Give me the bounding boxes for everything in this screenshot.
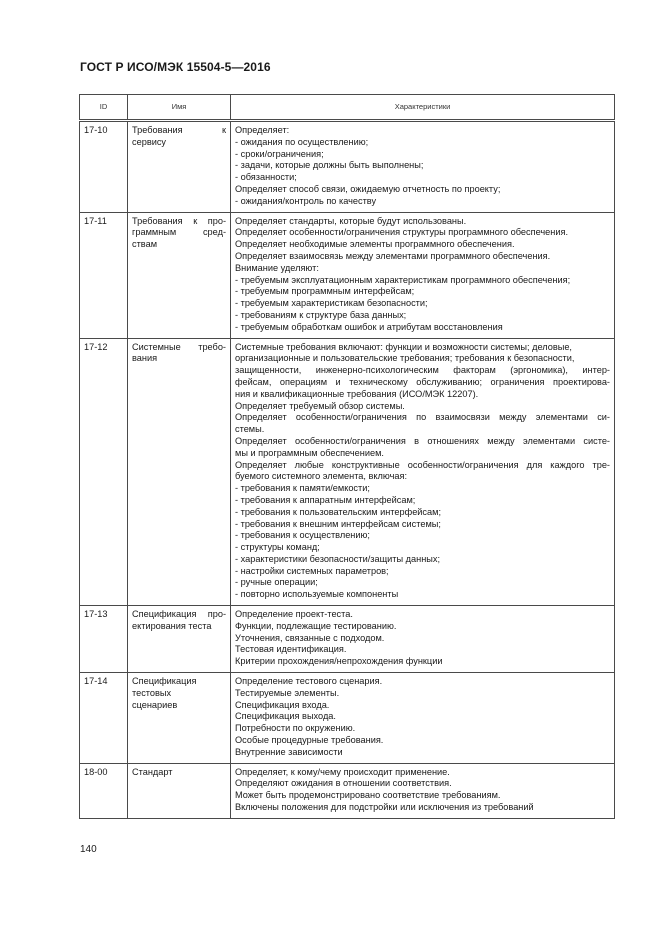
- row-name-cell: [128, 606, 231, 673]
- column-header-name: Имя: [128, 95, 231, 121]
- characteristic-line: Внутренние зависимости: [235, 746, 343, 757]
- row-id-cell: 17-14: [80, 673, 128, 764]
- characteristic-line: фейсам, операциям и техническому обслуживанию; ограничения проектирова-: [235, 376, 610, 387]
- characteristic-line: Особые процедурные требования.: [235, 735, 384, 746]
- characteristic-line: - повторно используемые компоненты: [235, 589, 399, 600]
- document-title: ГОСТ Р ИСО/МЭК 15504-5—2016: [80, 60, 271, 74]
- characteristic-line: Тестовая идентификация.: [235, 644, 347, 655]
- name-line: Спецификация про-: [132, 609, 226, 620]
- row-id-cell: 17-11: [80, 212, 128, 338]
- characteristic-line: - задачи, которые должны быть выполнены;: [235, 160, 424, 171]
- table-row: [80, 763, 615, 818]
- name-line: ствам: [132, 239, 158, 250]
- characteristic-line: - ожидания/контроль по качеству: [235, 195, 377, 206]
- characteristic-line: Определяет необходимые элементы программного обеспечения.: [235, 239, 515, 250]
- characteristic-line: Определение проект-теста.: [235, 609, 353, 620]
- table-header-row: [80, 95, 615, 121]
- characteristic-line: Определяет особенности/ограничения в отношениях между элементами систе-: [235, 435, 610, 446]
- characteristic-line: Включены положения для подстройки или исключения из требований: [235, 802, 534, 813]
- row-name-cell: [128, 212, 231, 338]
- row-name-cell: [128, 338, 231, 606]
- characteristic-line: - ручные операции;: [235, 577, 318, 588]
- row-characteristics-cell: [231, 673, 615, 764]
- characteristic-line: - требования к памяти/емкости;: [235, 483, 370, 494]
- characteristic-line: - ожидания по осуществлению;: [235, 136, 369, 147]
- characteristic-line: защищенности, инженерно-психологическим факторам (эргономика), интер-: [235, 365, 610, 376]
- characteristic-line: - структуры команд;: [235, 542, 320, 553]
- characteristic-line: Системные требования включают: функции и возможности системы; деловые,: [235, 341, 572, 352]
- name-line: вания: [132, 353, 158, 364]
- characteristic-line: Функции, подлежащие тестированию.: [235, 620, 397, 631]
- name-line: сценариев: [132, 699, 178, 710]
- characteristic-line: - характеристики безопасности/защиты данных;: [235, 553, 441, 564]
- characteristic-line: Определяет требуемый обзор системы.: [235, 400, 405, 411]
- characteristic-line: организационные и пользовательские требования; требования к безопасности,: [235, 353, 575, 364]
- row-name-cell: [128, 673, 231, 764]
- column-header-id: ID: [80, 95, 128, 121]
- characteristic-line: - требуемым характеристикам безопасности;: [235, 298, 428, 309]
- name-line: сервису: [132, 136, 167, 147]
- table-row: [80, 121, 615, 213]
- table-body: [80, 121, 615, 819]
- name-line: Требования к: [132, 125, 226, 135]
- characteristic-line: - обязанности;: [235, 172, 297, 183]
- characteristic-line: буемого системного элемента, включая:: [235, 471, 407, 482]
- characteristic-line: Уточнения, связанные с подходом.: [235, 632, 385, 643]
- row-characteristics-cell: [231, 338, 615, 606]
- characteristic-line: - требуемым эксплуатационным характеристикам программного обеспечения;: [235, 274, 571, 285]
- characteristic-line: - требования к пользовательским интерфейсам;: [235, 506, 442, 517]
- characteristic-line: мы и программным обеспечением.: [235, 447, 384, 458]
- row-name-cell: [128, 121, 231, 213]
- characteristic-line: - сроки/ограничения;: [235, 148, 324, 159]
- row-id-cell: 17-10: [80, 121, 128, 213]
- row-id-cell: 18-00: [80, 763, 128, 818]
- name-line: ектирования теста: [132, 620, 212, 631]
- row-characteristics-cell: [231, 606, 615, 673]
- characteristic-line: Определяет, к кому/чему происходит применение.: [235, 766, 450, 777]
- characteristic-line: Спецификация выхода.: [235, 711, 336, 722]
- characteristic-line: - требования к внешним интерфейсам системы;: [235, 518, 441, 529]
- name-line: Спецификация: [132, 676, 197, 687]
- characteristic-line: Определяет любые конструктивные особенности/ограничения для каждого тре-: [235, 459, 610, 470]
- characteristic-line: - требования к аппаратным интерфейсам;: [235, 494, 416, 505]
- characteristic-line: Определение тестового сценария.: [235, 676, 383, 687]
- characteristic-line: - требуемым обработкам ошибок и атрибутам восстановления: [235, 321, 503, 332]
- row-id-cell: 17-13: [80, 606, 128, 673]
- characteristic-line: Внимание уделяют:: [235, 262, 319, 273]
- name-line: граммным сред-: [132, 227, 226, 238]
- column-header-characteristics: Характеристики: [231, 95, 615, 121]
- name-line: тестовых: [132, 687, 172, 698]
- characteristic-line: Определяет особенности/ограничения по взаимосвязи между элементами си-: [235, 412, 610, 423]
- characteristic-line: Критерии прохождения/непрохождения функции: [235, 656, 443, 667]
- characteristic-line: - требуемым программным интерфейсам;: [235, 286, 415, 297]
- characteristic-line: стемы.: [235, 424, 265, 435]
- table-row: [80, 606, 615, 673]
- characteristic-line: Определяет особенности/ограничения структуры программного обеспечения.: [235, 227, 569, 238]
- row-characteristics-cell: [231, 121, 615, 213]
- name-line: Стандарт: [132, 766, 173, 777]
- table-row: [80, 338, 615, 606]
- work-products-table: [79, 94, 615, 819]
- row-characteristics-cell: [231, 763, 615, 818]
- characteristic-line: - требованиям к структуре база данных;: [235, 309, 407, 320]
- table-row: [80, 673, 615, 764]
- characteristic-line: Спецификация входа.: [235, 699, 330, 710]
- characteristic-line: Определяет способ связи, ожидаемую отчетность по проекту;: [235, 183, 501, 194]
- characteristic-line: - настройки системных параметров;: [235, 565, 389, 576]
- characteristic-line: Может быть продемонстрировано соответствие требованиям.: [235, 790, 501, 801]
- characteristic-line: Определяет стандарты, которые будут использованы.: [235, 215, 467, 226]
- name-line: Требования к про-: [132, 215, 226, 226]
- characteristic-line: Тестируемые элементы.: [235, 687, 340, 698]
- name-line: Системные требо-: [132, 341, 226, 352]
- characteristic-line: Потребности по окружению.: [235, 723, 356, 734]
- table-row: [80, 212, 615, 338]
- characteristic-line: Определяет:: [235, 125, 290, 135]
- row-characteristics-cell: [231, 212, 615, 338]
- characteristic-line: - требования к осуществлению;: [235, 530, 370, 541]
- row-name-cell: [128, 763, 231, 818]
- characteristic-line: Определяют ожидания в отношении соответствия.: [235, 778, 452, 789]
- page-number: 140: [80, 844, 97, 855]
- row-id-cell: 17-12: [80, 338, 128, 606]
- characteristic-line: ния и квалификационные требования (ИСО/МЭК 12207).: [235, 388, 479, 399]
- characteristic-line: Определяет взаимосвязь между элементами программного обеспечения.: [235, 250, 551, 261]
